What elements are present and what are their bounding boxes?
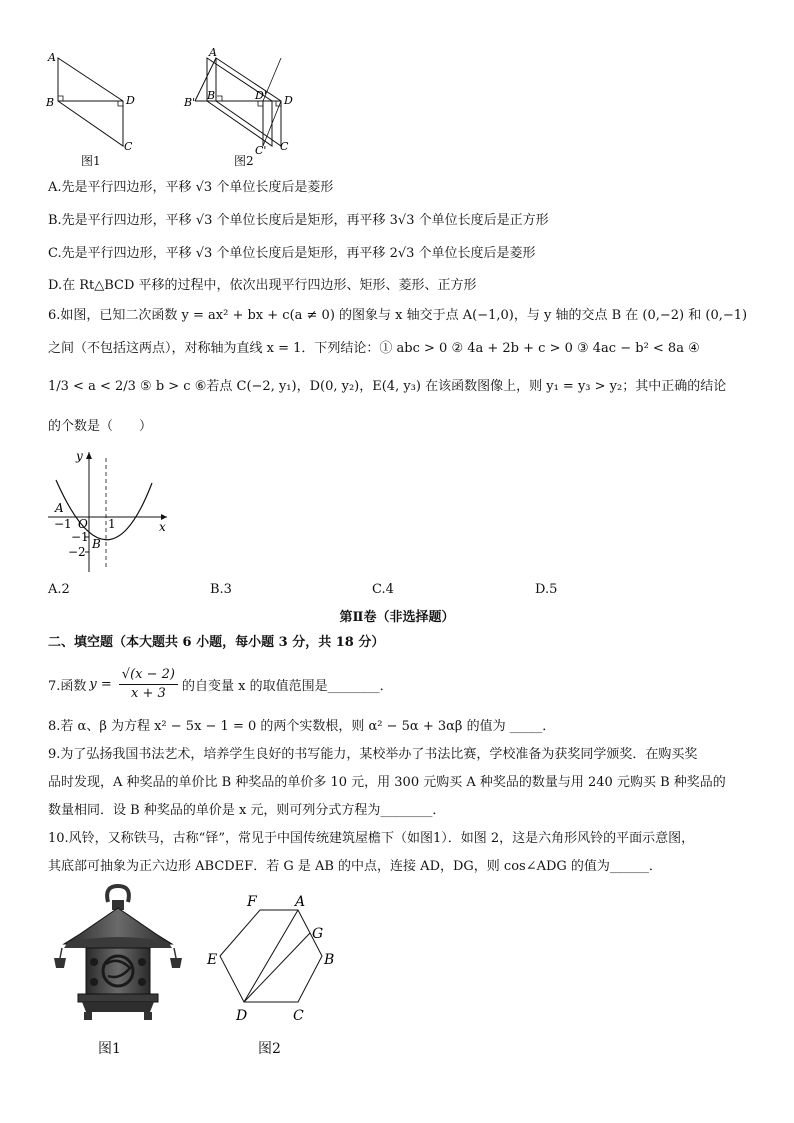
svg-text:B: B xyxy=(324,952,335,968)
svg-text:D: D xyxy=(284,94,293,107)
q9-line-1: 9.为了弘扬我国书法艺术，培养学生良好的书写能力，某校举办了书法比赛，学校准备为获奖同学颁奖．在购买奖 xyxy=(48,747,698,762)
svg-text:C: C xyxy=(280,140,289,153)
svg-text:C': C' xyxy=(255,144,267,154)
q6-line-4: 的个数是（ ） xyxy=(48,419,153,434)
svg-text:1: 1 xyxy=(108,517,116,531)
q6-option-b: B.3 xyxy=(210,582,232,597)
svg-text:D: D xyxy=(126,94,135,107)
svg-text:B: B xyxy=(46,96,55,109)
svg-text:B: B xyxy=(207,89,216,102)
section-title: 第Ⅱ卷（非选择题） xyxy=(339,610,455,625)
svg-text:−1: −1 xyxy=(54,517,72,531)
svg-text:G: G xyxy=(312,926,324,942)
svg-text:B': B' xyxy=(184,96,196,109)
svg-text:A: A xyxy=(55,501,64,515)
q6-line-3: 1/3 < a < 2/3 ⑤ b > c ⑥若点 C(−2, y₁)，D(0, y₂)，E(4, y₃) 在该函数图像上，则 y₁ = y₃ > y₂；其中正确的结论 xyxy=(48,379,727,394)
q5-option-b: B.先是平行四边形，平移 √3 个单位长度后是矩形，再平移 3√3 个单位长度后是正方形 xyxy=(48,213,549,228)
q5-option-d: D.在 Rt△BCD 平移的过程中，依次出现平行四边形、矩形、菱形、正方形 xyxy=(48,278,477,293)
q10-line-2: 其底部可抽象为正六边形 ABCDEF．若 G 是 AB 的中点，连接 AD，DG，则 cos∠ADG 的值为______． xyxy=(48,859,662,874)
q9-line-2: 品时发现，A 种奖品的单价比 B 种奖品的单价多 10 元，用 300 元购买 A 种奖品的数量与用 240 元购买 B 种奖品的 xyxy=(48,775,726,790)
svg-text:D': D' xyxy=(255,89,267,102)
q5-fig1-caption: 图1 xyxy=(81,154,101,168)
q7-numerator: √(x − 2) xyxy=(119,666,178,685)
svg-text:−2: −2 xyxy=(68,545,86,559)
q5-figure-1 xyxy=(40,42,150,154)
svg-text:A: A xyxy=(295,894,306,910)
q10-line-1: 10.风铃，又称铁马，古称“铎”，常见于中国传统建筑屋檐下（如图1）．如图 2，这是六角形风铃的平面示意图， xyxy=(48,831,695,846)
q5-option-a: A.先是平行四边形，平移 √3 个单位长度后是菱形 xyxy=(48,180,334,195)
svg-text:C: C xyxy=(124,140,133,153)
q7 xyxy=(48,662,393,706)
q10-fig1-caption: 图1 xyxy=(98,1041,121,1057)
q9-line-3: 数量相同．设 B 种奖品的单价是 x 元，则可列分式方程为________． xyxy=(48,803,446,818)
q7-prefix: 7.函数 xyxy=(48,678,87,694)
q6-line-1: 6.如图，已知二次函数 y = ax² + bx + c(a ≠ 0) 的图象与 x 轴交于点 A(−1,0)，与 y 轴的交点 B 在 (0,−2) 和 (0,−1) xyxy=(48,308,748,323)
q5-option-c: C.先是平行四边形，平移 √3 个单位长度后是矩形，再平移 2√3 个单位长度后是菱形 xyxy=(48,246,536,261)
q5-fig2-caption: 图2 xyxy=(234,154,254,168)
svg-text:A: A xyxy=(48,51,56,64)
wind-chime-lantern-image xyxy=(48,882,188,1030)
q6-parabola-graph xyxy=(46,448,176,576)
q10-fig2-caption: 图2 xyxy=(258,1041,281,1057)
q7-denominator: x + 3 xyxy=(130,685,166,701)
q6-option-c: C.4 xyxy=(372,582,394,597)
svg-text:B: B xyxy=(92,537,101,551)
q7-y: y = xyxy=(89,676,112,692)
q7-suffix: 的自变量 x 的取值范围是________． xyxy=(181,678,393,694)
svg-text:A: A xyxy=(209,46,217,59)
section-header: 二、填空题（本大题共 6 小题，每小题 3 分，共 18 分） xyxy=(48,635,385,650)
q7-fraction xyxy=(119,666,178,703)
svg-text:D: D xyxy=(236,1008,248,1024)
svg-text:−1: −1 xyxy=(71,530,89,544)
svg-text:C: C xyxy=(293,1008,304,1024)
q5-figure-2 xyxy=(183,42,308,154)
svg-text:O: O xyxy=(78,517,88,531)
svg-text:y: y xyxy=(76,449,83,463)
svg-text:x: x xyxy=(159,520,166,534)
svg-text:F: F xyxy=(247,894,257,910)
svg-text:E: E xyxy=(207,952,218,968)
q8-text: 8.若 α、β 为方程 x² − 5x − 1 = 0 的两个实数根，则 α² − 5α + 3αβ 的值为 _____． xyxy=(48,719,556,734)
q10-hexagon-figure xyxy=(200,892,350,1028)
q6-line-2: 之间（不包括这两点），对称轴为直线 x = 1．下列结论：① abc > 0 ② 4a + 2b + c > 0 ③ 4ac − b² < 8a ④ xyxy=(48,341,700,356)
q6-option-d: D.5 xyxy=(535,582,558,597)
q6-option-a: A.2 xyxy=(48,582,70,597)
